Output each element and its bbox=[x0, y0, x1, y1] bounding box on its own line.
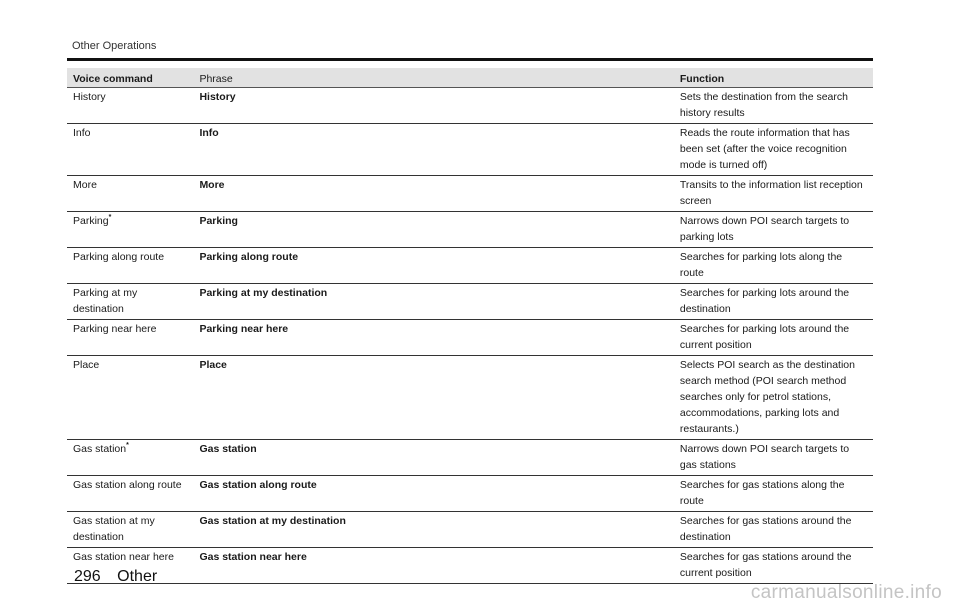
function-cell: Searches for gas stations around the current position bbox=[674, 548, 873, 584]
function-cell: Selects POI search as the destination search method (POI search method searches only for petrol stations, accommodations, parking lots and restaurants.) bbox=[674, 356, 873, 440]
phrase-cell: Parking along route bbox=[193, 248, 673, 284]
voice-command-text: Place bbox=[73, 359, 100, 371]
phrase-cell: Info bbox=[193, 124, 673, 176]
voice-command-cell bbox=[67, 88, 193, 124]
voice-command-text: Gas station along route bbox=[73, 479, 182, 491]
voice-command-cell bbox=[67, 512, 193, 548]
voice-command-table bbox=[67, 68, 873, 584]
voice-command-cell bbox=[67, 440, 193, 476]
voice-command-text: Parking at my destination bbox=[73, 287, 138, 315]
watermark: carmanualsonline.info bbox=[750, 582, 942, 603]
phrase-cell: History bbox=[193, 88, 673, 124]
function-cell: Transits to the information list reception screen bbox=[674, 176, 873, 212]
function-cell: Searches for gas stations around the destination bbox=[674, 512, 873, 548]
column-header-function: Function bbox=[674, 68, 873, 88]
function-cell: Sets the destination from the search history results bbox=[674, 88, 873, 124]
table-body bbox=[67, 88, 873, 584]
page-footer bbox=[74, 568, 157, 586]
phrase-cell: Parking bbox=[193, 212, 673, 248]
table-row bbox=[67, 320, 873, 356]
table-row bbox=[67, 88, 873, 124]
phrase-cell: Gas station at my destination bbox=[193, 512, 673, 548]
phrase-cell: Parking at my destination bbox=[193, 284, 673, 320]
voice-command-text: Parking bbox=[73, 215, 109, 227]
phrase-cell: More bbox=[193, 176, 673, 212]
function-cell: Searches for parking lots around the current position bbox=[674, 320, 873, 356]
table-row bbox=[67, 548, 873, 584]
voice-command-cell bbox=[67, 212, 193, 248]
function-cell: Searches for gas stations along the route bbox=[674, 476, 873, 512]
voice-command-text: Gas station near here bbox=[73, 551, 174, 563]
table-row bbox=[67, 284, 873, 320]
running-head: Other Operations bbox=[72, 40, 157, 52]
voice-command-cell bbox=[67, 124, 193, 176]
phrase-cell: Gas station near here bbox=[193, 548, 673, 584]
voice-command-cell bbox=[67, 284, 193, 320]
voice-command-text: History bbox=[73, 91, 106, 103]
function-cell: Searches for parking lots along the route bbox=[674, 248, 873, 284]
voice-command-cell bbox=[67, 176, 193, 212]
phrase-cell: Gas station bbox=[193, 440, 673, 476]
column-header-voice-command: Voice command bbox=[67, 68, 193, 88]
table-row bbox=[67, 440, 873, 476]
table-row bbox=[67, 476, 873, 512]
voice-command-cell bbox=[67, 320, 193, 356]
table-row bbox=[67, 212, 873, 248]
phrase-cell: Gas station along route bbox=[193, 476, 673, 512]
section-name: Other bbox=[117, 568, 158, 585]
footnote-asterisk: * bbox=[108, 214, 112, 221]
table-row bbox=[67, 176, 873, 212]
phrase-cell: Parking near here bbox=[193, 320, 673, 356]
table-row bbox=[67, 356, 873, 440]
table-row bbox=[67, 248, 873, 284]
phrase-cell: Place bbox=[193, 356, 673, 440]
column-header-phrase: Phrase bbox=[193, 68, 673, 88]
page-number: 296 bbox=[74, 568, 101, 585]
table-row bbox=[67, 124, 873, 176]
voice-command-text: Gas station bbox=[73, 443, 127, 455]
voice-command-text: Gas station at my destination bbox=[73, 515, 155, 543]
voice-command-cell bbox=[67, 476, 193, 512]
header-rule bbox=[67, 58, 873, 61]
voice-command-text: Info bbox=[73, 127, 91, 139]
voice-command-text: More bbox=[73, 179, 97, 191]
voice-command-text: Parking along route bbox=[73, 251, 165, 263]
voice-command-text: Parking near here bbox=[73, 323, 157, 335]
function-cell: Narrows down POI search targets to parking lots bbox=[674, 212, 873, 248]
function-cell: Searches for parking lots around the destination bbox=[674, 284, 873, 320]
function-cell: Narrows down POI search targets to gas stations bbox=[674, 440, 873, 476]
voice-command-cell bbox=[67, 248, 193, 284]
voice-command-cell bbox=[67, 356, 193, 440]
table-header-row bbox=[67, 68, 873, 88]
function-cell: Reads the route information that has been set (after the voice recognition mode is turned off) bbox=[674, 124, 873, 176]
table-row bbox=[67, 512, 873, 548]
footnote-asterisk: * bbox=[126, 442, 129, 449]
